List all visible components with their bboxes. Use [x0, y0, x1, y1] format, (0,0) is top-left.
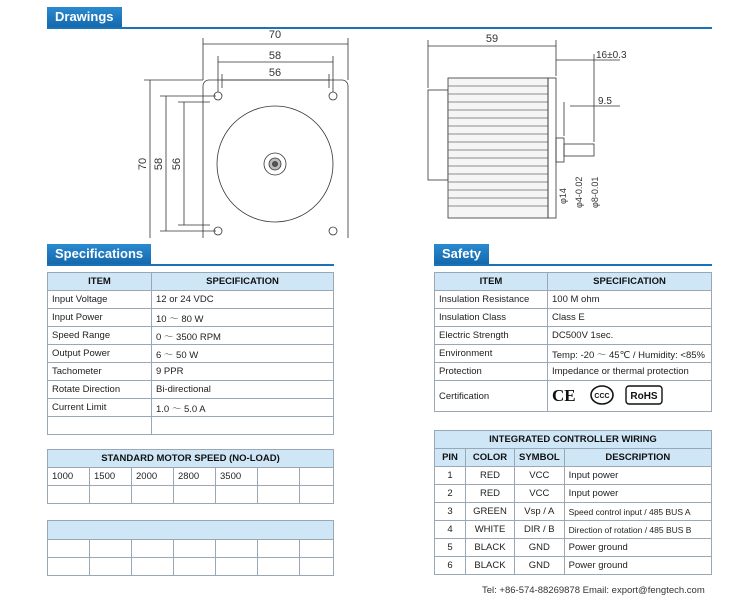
vdim-70: 70	[137, 157, 149, 171]
dim-56: 56	[268, 67, 282, 79]
table-row	[48, 363, 334, 381]
spec-item	[48, 417, 152, 435]
safety-header-spec: SPECIFICATION	[548, 273, 712, 291]
wiring-color: BLACK	[466, 539, 515, 557]
specifications-title: Specifications	[47, 244, 151, 264]
table-row	[435, 381, 712, 412]
wiring-color: WHITE	[466, 521, 515, 539]
table-row	[435, 327, 712, 345]
safety-item: Certification	[435, 381, 548, 412]
table-row	[435, 467, 712, 485]
wiring-color: BLACK	[466, 557, 515, 575]
table-row	[48, 381, 334, 399]
vdim-58: 58	[153, 157, 165, 171]
wiring-color: GREEN	[466, 503, 515, 521]
dim-58: 58	[268, 50, 282, 62]
table-row	[435, 485, 712, 503]
wiring-description: Speed control input / 485 BUS A	[564, 503, 711, 521]
safety-item: Insulation Resistance	[435, 291, 548, 309]
spec-item: Input Power	[48, 309, 152, 327]
side-d8: φ8-0.01	[590, 176, 600, 208]
wiring-description: Power ground	[564, 539, 711, 557]
speed-value	[300, 468, 334, 486]
wiring-header-symbol: SYMBOL	[515, 449, 565, 467]
spec-item: Rotate Direction	[48, 381, 152, 399]
table-row	[435, 539, 712, 557]
dim-70: 70	[268, 29, 282, 41]
motor-body	[448, 78, 548, 218]
table-row	[48, 468, 334, 486]
wiring-pin: 5	[435, 539, 466, 557]
spec-value: 10 ～ 80 W	[152, 309, 334, 327]
rohs-mark-text: RoHS	[630, 390, 658, 402]
rear-cap	[428, 90, 448, 180]
safety-item: Environment	[435, 345, 548, 363]
wiring-symbol: DIR / B	[515, 521, 565, 539]
table-row	[435, 345, 712, 363]
wiring-symbol: VCC	[515, 485, 565, 503]
table-row	[435, 557, 712, 575]
drawings-title: Drawings	[47, 7, 122, 27]
table-row	[48, 417, 334, 435]
wiring-description: Input power	[564, 467, 711, 485]
wiring-symbol: Vsp / A	[515, 503, 565, 521]
side-d14: φ14	[558, 188, 568, 204]
specifications-table	[47, 272, 334, 435]
side-d4: φ4-0.02	[574, 176, 584, 208]
table-row	[48, 291, 334, 309]
spec-item: Current Limit	[48, 399, 152, 417]
spec-value: 9 PPR	[152, 363, 334, 381]
side-dim-59: 59	[485, 33, 499, 45]
motor-speed-title: STANDARD MOTOR SPEED (NO-LOAD)	[48, 450, 334, 468]
side-view-drawing	[420, 28, 650, 223]
table-row	[48, 345, 334, 363]
table-row	[48, 399, 334, 417]
front-flange	[548, 78, 556, 218]
speed-value: 3500	[216, 468, 258, 486]
spec-item: Input Voltage	[48, 291, 152, 309]
wiring-pin: 6	[435, 557, 466, 575]
table-row	[48, 309, 334, 327]
wiring-symbol: GND	[515, 539, 565, 557]
ce-mark-icon	[552, 386, 578, 407]
mount-hole	[329, 227, 337, 235]
safety-item: Protection	[435, 363, 548, 381]
wiring-pin: 3	[435, 503, 466, 521]
speed-value	[258, 468, 300, 486]
table-row	[48, 327, 334, 345]
side-dim-9-5: 9.5	[598, 96, 612, 107]
safety-rule	[434, 264, 712, 266]
safety-table	[434, 272, 712, 412]
spec-item: Output Power	[48, 345, 152, 363]
safety-item: Electric Strength	[435, 327, 548, 345]
spec-item: Tachometer	[48, 363, 152, 381]
speed-value: 1500	[90, 468, 132, 486]
wiring-header-description: DESCRIPTION	[564, 449, 711, 467]
specifications-rule	[47, 264, 334, 266]
table-row	[48, 558, 334, 576]
safety-value: 100 M ohm	[548, 291, 712, 309]
table-row	[48, 486, 334, 504]
table-row	[435, 291, 712, 309]
mount-hole	[329, 92, 337, 100]
spec-value: 1.0 ～ 5.0 A	[152, 399, 334, 417]
wiring-header-color: COLOR	[466, 449, 515, 467]
wiring-color: RED	[466, 485, 515, 503]
safety-value: Impedance or thermal protection	[548, 363, 712, 381]
wiring-title: INTEGRATED CONTROLLER WIRING	[435, 431, 712, 449]
spec-value: Bi-directional	[152, 381, 334, 399]
side-dim-16: 16±0.3	[596, 50, 627, 61]
rohs-mark-icon	[625, 385, 663, 408]
safety-header-item: ITEM	[435, 273, 548, 291]
wiring-color: RED	[466, 467, 515, 485]
wiring-description: Direction of rotation / 485 BUS B	[564, 521, 711, 539]
safety-item: Insulation Class	[435, 309, 548, 327]
spec-header-spec: SPECIFICATION	[152, 273, 334, 291]
front-view-drawing	[130, 18, 370, 238]
vdim-56: 56	[171, 157, 183, 171]
wiring-symbol: GND	[515, 557, 565, 575]
wiring-pin: 4	[435, 521, 466, 539]
blank-table	[47, 520, 334, 576]
certification-logos	[548, 381, 712, 412]
safety-value: Temp: -20 ～ 45℃ / Humidity: <85%	[548, 345, 712, 363]
wiring-header-pin: PIN	[435, 449, 466, 467]
wiring-description: Power ground	[564, 557, 711, 575]
ce-mark-text: CE	[552, 385, 576, 404]
table-row	[435, 503, 712, 521]
wiring-pin: 2	[435, 485, 466, 503]
wiring-pin: 1	[435, 467, 466, 485]
ccc-mark-text: CCC	[594, 392, 610, 400]
spec-value: 12 or 24 VDC	[152, 291, 334, 309]
wiring-description: Input power	[564, 485, 711, 503]
shaft	[564, 144, 594, 156]
motor-speed-table	[47, 449, 334, 504]
table-row	[435, 363, 712, 381]
speed-value: 2000	[132, 468, 174, 486]
wiring-symbol: VCC	[515, 467, 565, 485]
spec-value: 6 ～ 50 W	[152, 345, 334, 363]
spec-value: 0 ～ 3500 RPM	[152, 327, 334, 345]
safety-value: DC500V 1sec.	[548, 327, 712, 345]
spec-value	[152, 417, 334, 435]
wiring-table	[434, 430, 712, 575]
table-row	[48, 540, 334, 558]
spec-header-item: ITEM	[48, 273, 152, 291]
table-row	[435, 309, 712, 327]
boss	[556, 138, 564, 162]
contact-footer: Tel: +86-574-88269878 Email: export@fengtech.com	[482, 585, 705, 596]
ccc-mark-icon	[589, 384, 615, 409]
table-row	[435, 521, 712, 539]
speed-value: 2800	[174, 468, 216, 486]
safety-value: Class E	[548, 309, 712, 327]
safety-title: Safety	[434, 244, 489, 264]
spec-item: Speed Range	[48, 327, 152, 345]
speed-value: 1000	[48, 468, 90, 486]
